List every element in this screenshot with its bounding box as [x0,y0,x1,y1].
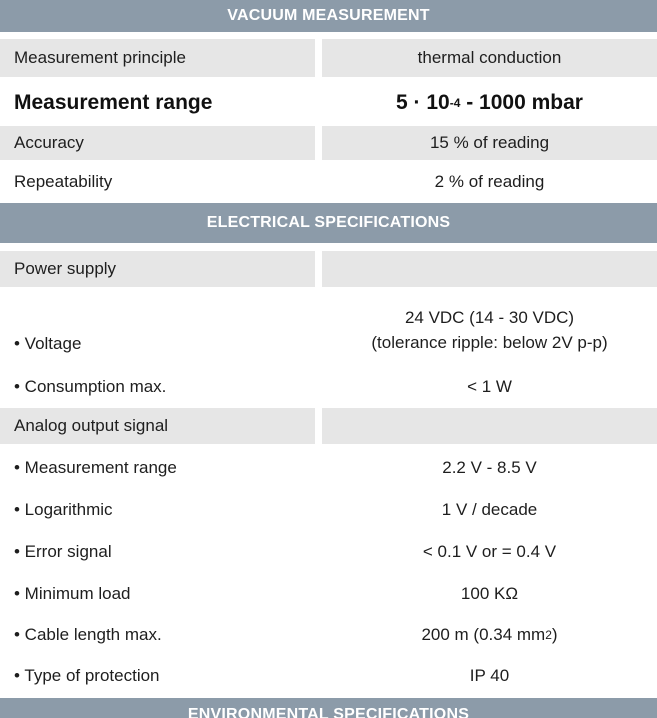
row-value: < 1 W [467,377,512,397]
cable-base: 200 m (0.34 mm [421,625,546,645]
row-label: Measurement range [14,91,213,115]
table-row [0,656,657,696]
row-label: Analog output signal [0,408,315,444]
row-value [322,298,657,362]
row-label: • Error signal [14,542,112,562]
row-value: 1 V / decade [441,500,538,520]
table-row [0,126,657,160]
row-label: Repeatability [14,172,113,192]
table-row [0,615,657,655]
row-value: thermal conduction [322,39,657,77]
table-row [0,164,657,200]
row-value: 200 m (0.34 mm 2 ) [322,615,657,655]
row-label: • Cable length max. [14,625,162,645]
row-label: • Type of protection [14,666,160,686]
row-value: < 0.1 V or = 0.4 V [422,542,557,562]
row-value: 15 % of reading [322,126,657,160]
range-base: 5 · 10 [396,91,450,115]
row-label: • Consumption max. [14,377,167,397]
row-value: IP 40 [469,666,510,686]
section-header-text: ENVIRONMENTAL SPECIFICATIONS [187,706,470,718]
row-label: • Voltage [14,333,82,353]
section-header-vacuum: VACUUM MEASUREMENT [0,0,657,32]
row-value: 2.2 V - 8.5 V [442,458,537,478]
row-label: Accuracy [0,126,315,160]
table-row [0,448,657,488]
table-row [0,408,657,444]
voltage-line-1: 24 VDC (14 - 30 VDC) [404,307,575,327]
row-value [322,408,657,444]
row-label: • Logarithmic [14,500,113,520]
voltage-line-2: (tolerance ripple: below 2V p-p) [371,333,608,352]
table-row [0,490,657,530]
row-value: 100 KΩ [460,584,519,604]
row-label: • Measurement range [14,458,177,478]
row-value [322,251,657,287]
range-rest: - 1000 mbar [460,91,583,115]
table-row [0,298,657,362]
table-row [0,574,657,614]
cable-rest: ) [551,625,558,645]
table-row [0,368,657,406]
table-row [0,251,657,287]
row-value: 5 · 10 -4 - 1000 mbar [322,82,657,124]
row-value: 2 % of reading [434,172,545,192]
row-label: • Minimum load [14,584,131,604]
table-row [0,39,657,77]
section-header-electrical: ELECTRICAL SPECIFICATIONS [0,203,657,243]
table-row [0,532,657,572]
section-header-environmental [0,698,657,718]
table-row [0,82,657,124]
row-label: Measurement principle [0,39,315,77]
row-label: Power supply [0,251,315,287]
